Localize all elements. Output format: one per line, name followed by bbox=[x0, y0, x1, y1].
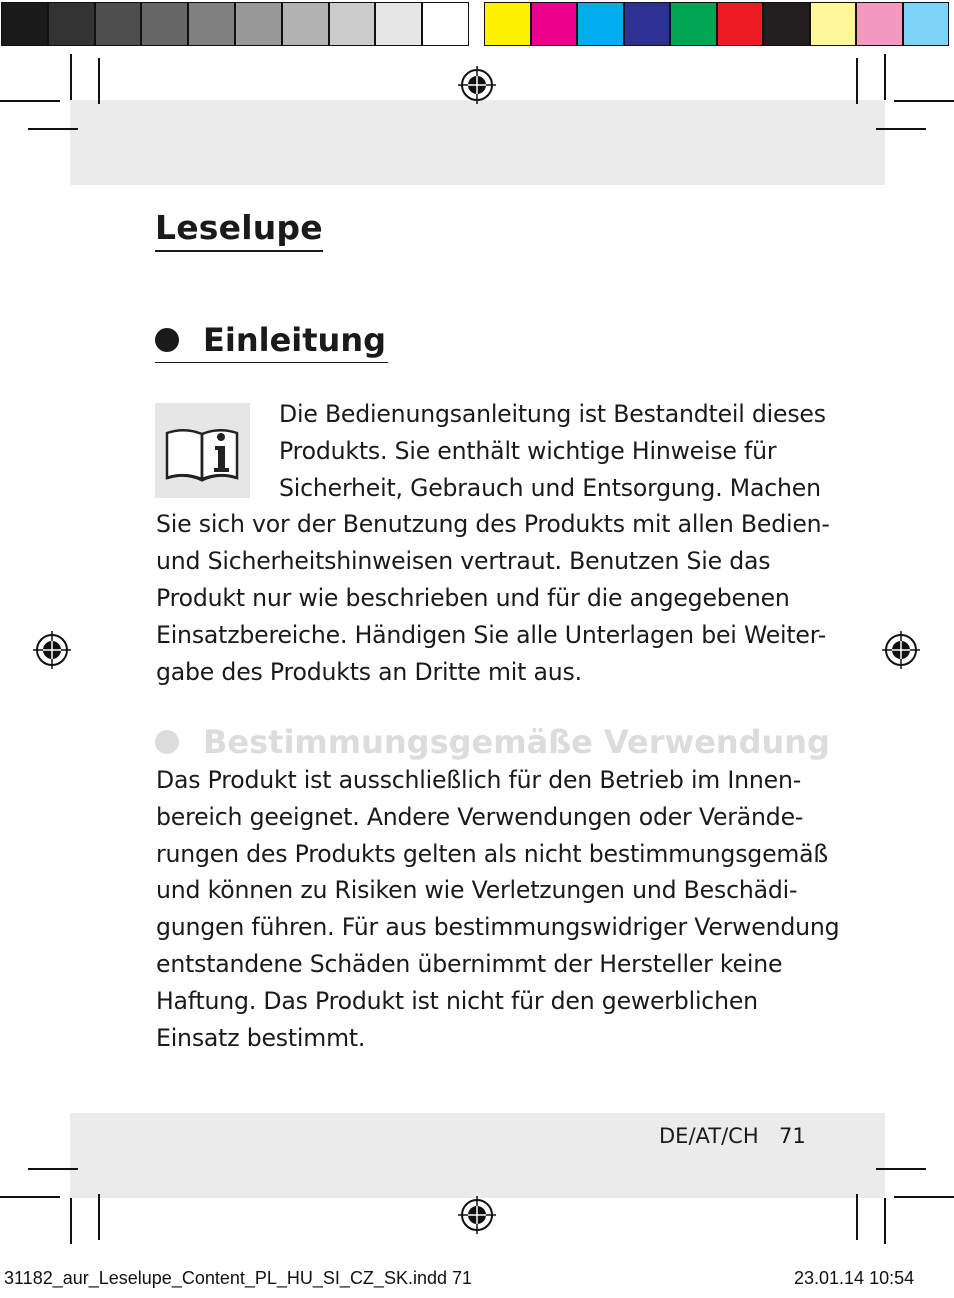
color-patch bbox=[282, 2, 329, 46]
text-line: Sie sich vor der Benutzung des Produkts mit allen Bedien- bbox=[156, 510, 830, 539]
crop-mark bbox=[856, 1194, 858, 1240]
section-heading-label: Einleitung bbox=[203, 321, 387, 359]
text-line: Das Produkt ist ausschließlich für den Betrieb im Innen- bbox=[156, 766, 802, 794]
crop-mark bbox=[884, 1198, 886, 1244]
text-line: gabe des Produkts an Dritte mit aus. bbox=[156, 657, 582, 686]
text-line: Einsatz bestimmt. bbox=[156, 1023, 366, 1052]
slug-filename: 31182_aur_Leselupe_Content_PL_HU_SI_CZ_SK.indd 71 bbox=[4, 1268, 473, 1288]
section-heading-bestimmung bbox=[155, 720, 830, 764]
crop-mark bbox=[28, 128, 78, 130]
bullet-icon bbox=[155, 328, 179, 352]
color-patch bbox=[235, 2, 282, 46]
crop-mark bbox=[884, 54, 886, 100]
text-line: bereich geeignet. Andere Verwendungen oder Verände- bbox=[156, 802, 804, 831]
text-line: und Sicherheitshinweisen vertraut. Benutzen Sie das bbox=[156, 547, 771, 576]
color-patch bbox=[903, 2, 950, 46]
color-patch bbox=[717, 2, 764, 46]
text-line: gungen führen. Für aus bestimmungswidriger Verwendung bbox=[156, 913, 840, 942]
crop-mark bbox=[28, 1168, 78, 1170]
text-line: Produkts. Sie enthält wichtige Hinweise für bbox=[279, 436, 777, 465]
color-patch bbox=[577, 2, 624, 46]
color-patch bbox=[188, 2, 235, 46]
page-number: 71 bbox=[779, 1124, 806, 1148]
text-line: Produkt nur wie beschrieben und für die angegebenen bbox=[156, 583, 790, 612]
color-patch bbox=[95, 2, 142, 46]
crop-mark bbox=[856, 58, 858, 104]
registration-mark-icon bbox=[458, 1196, 496, 1234]
color-patch bbox=[810, 2, 857, 46]
color-patch bbox=[48, 2, 95, 46]
text-line: entstandene Schäden übernimmt der Hersteller keine bbox=[156, 949, 783, 978]
color-patch bbox=[484, 2, 531, 46]
crop-mark bbox=[894, 100, 954, 102]
footer-band bbox=[70, 1113, 885, 1198]
slug-datetime: 23.01.14 10:54 bbox=[794, 1268, 915, 1288]
intro-paragraph bbox=[156, 396, 830, 690]
intended-use-paragraph bbox=[156, 762, 840, 1056]
crop-mark bbox=[0, 100, 60, 102]
crop-mark bbox=[876, 128, 926, 130]
crop-mark bbox=[70, 1198, 72, 1244]
color-patch bbox=[670, 2, 717, 46]
color-patch bbox=[856, 2, 903, 46]
color-patch bbox=[422, 2, 469, 46]
bullet-icon bbox=[155, 730, 179, 754]
text-line: Haftung. Das Produkt ist nicht für den gewerblichen bbox=[156, 986, 758, 1015]
registration-mark-icon bbox=[882, 631, 920, 669]
header-band bbox=[70, 100, 885, 185]
color-patch bbox=[763, 2, 810, 46]
text-line: rungen des Produkts gelten als nicht bestimmungsgemäß bbox=[156, 839, 829, 868]
registration-mark-icon bbox=[458, 66, 496, 104]
section-heading-label: Bestimmungsgemäße Verwendung bbox=[203, 723, 830, 761]
crop-mark bbox=[0, 1196, 60, 1198]
color-patch bbox=[531, 2, 578, 46]
crop-mark bbox=[98, 58, 100, 104]
color-patch bbox=[375, 2, 422, 46]
text-line: und können zu Risiken wie Verletzungen und Beschädi- bbox=[156, 876, 798, 905]
text-line: Einsatzbereiche. Händigen Sie alle Unterlagen bei Weiter- bbox=[156, 620, 827, 649]
crop-mark bbox=[98, 1194, 100, 1240]
text-line: Die Bedienungsanleitung ist Bestandteil dieses bbox=[279, 400, 826, 428]
section-heading-einleitung bbox=[155, 318, 388, 363]
crop-mark bbox=[876, 1168, 926, 1170]
registration-mark-icon bbox=[33, 631, 71, 669]
page-title: Leselupe bbox=[155, 206, 323, 252]
color-patch bbox=[141, 2, 188, 46]
crop-mark bbox=[70, 54, 72, 100]
crop-mark bbox=[894, 1196, 954, 1198]
color-patch bbox=[329, 2, 376, 46]
text-line: Sicherheit, Gebrauch und Entsorgung. Machen bbox=[279, 473, 821, 502]
region-label: DE/AT/CH bbox=[659, 1124, 759, 1148]
color-patch bbox=[1, 2, 48, 46]
color-control-strip bbox=[484, 2, 949, 48]
grayscale-control-strip bbox=[1, 2, 469, 48]
color-patch bbox=[624, 2, 671, 46]
